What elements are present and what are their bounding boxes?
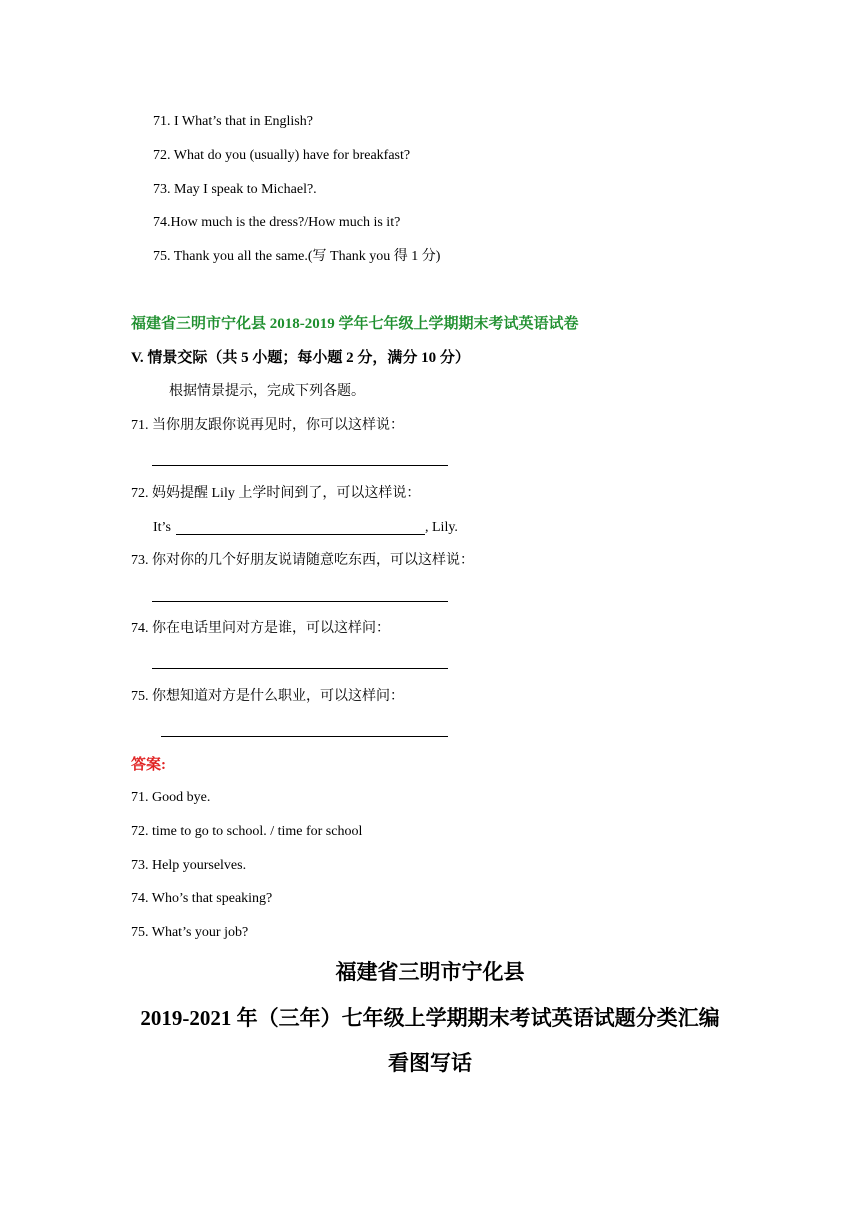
question-74: 74. 你在电话里问对方是谁，可以这样问： [131, 621, 390, 636]
top-answer-72: 72. What do you (usually) have for breakfast? [153, 148, 411, 163]
answer-label: 答案: [131, 757, 166, 773]
footer-title-region: 福建省三明市宁化县 [335, 960, 525, 984]
answer-75: 75. What’s your job? [131, 925, 249, 940]
section-heading: 福建省三明市宁化县 2018-2019 学年七年级上学期期末考试英语试卷 [131, 316, 579, 332]
answer-71: 71. Good bye. [131, 790, 211, 805]
question-71: 71. 当你朋友跟你说再见时，你可以这样说： [131, 418, 404, 433]
top-answer-75: 75. Thank you all the same.(写 Thank you 得 1 分) [153, 249, 441, 264]
instruction: 根据情景提示，完成下列各题。 [169, 384, 365, 399]
answer-blank-71 [152, 465, 448, 466]
answer-blank-72 [176, 534, 425, 535]
answer-blank-75 [161, 736, 448, 737]
answer-blank-73 [152, 601, 448, 602]
question-73: 73. 你对你的几个好朋友说请随意吃东西，可以这样说： [131, 553, 474, 568]
question-75: 75. 你想知道对方是什么职业，可以这样问： [131, 689, 404, 704]
top-answer-71: 71. I What’s that in English? [153, 114, 313, 129]
answer-74: 74. Who’s that speaking? [131, 891, 273, 906]
answer-blank-74 [152, 668, 448, 669]
question-72-prefix: It’s [153, 520, 171, 535]
part-title: V. 情景交际（共 5 小题；每小题 2 分，满分 10 分） [131, 350, 470, 366]
answer-73: 73. Help yourselves. [131, 858, 247, 873]
question-72: 72. 妈妈提醒 Lily 上学时间到了，可以这样说： [131, 486, 421, 501]
top-answer-73: 73. May I speak to Michael?. [153, 182, 317, 197]
footer-title-topic: 看图写话 [388, 1051, 472, 1075]
answer-72: 72. time to go to school. / time for school [131, 824, 363, 839]
footer-title-collection: 2019-2021 年（三年）七年级上学期期末考试英语试题分类汇编 [140, 1006, 720, 1030]
top-answer-74: 74.How much is the dress?/How much is it? [153, 215, 401, 230]
question-72-suffix: , Lily. [425, 520, 458, 535]
